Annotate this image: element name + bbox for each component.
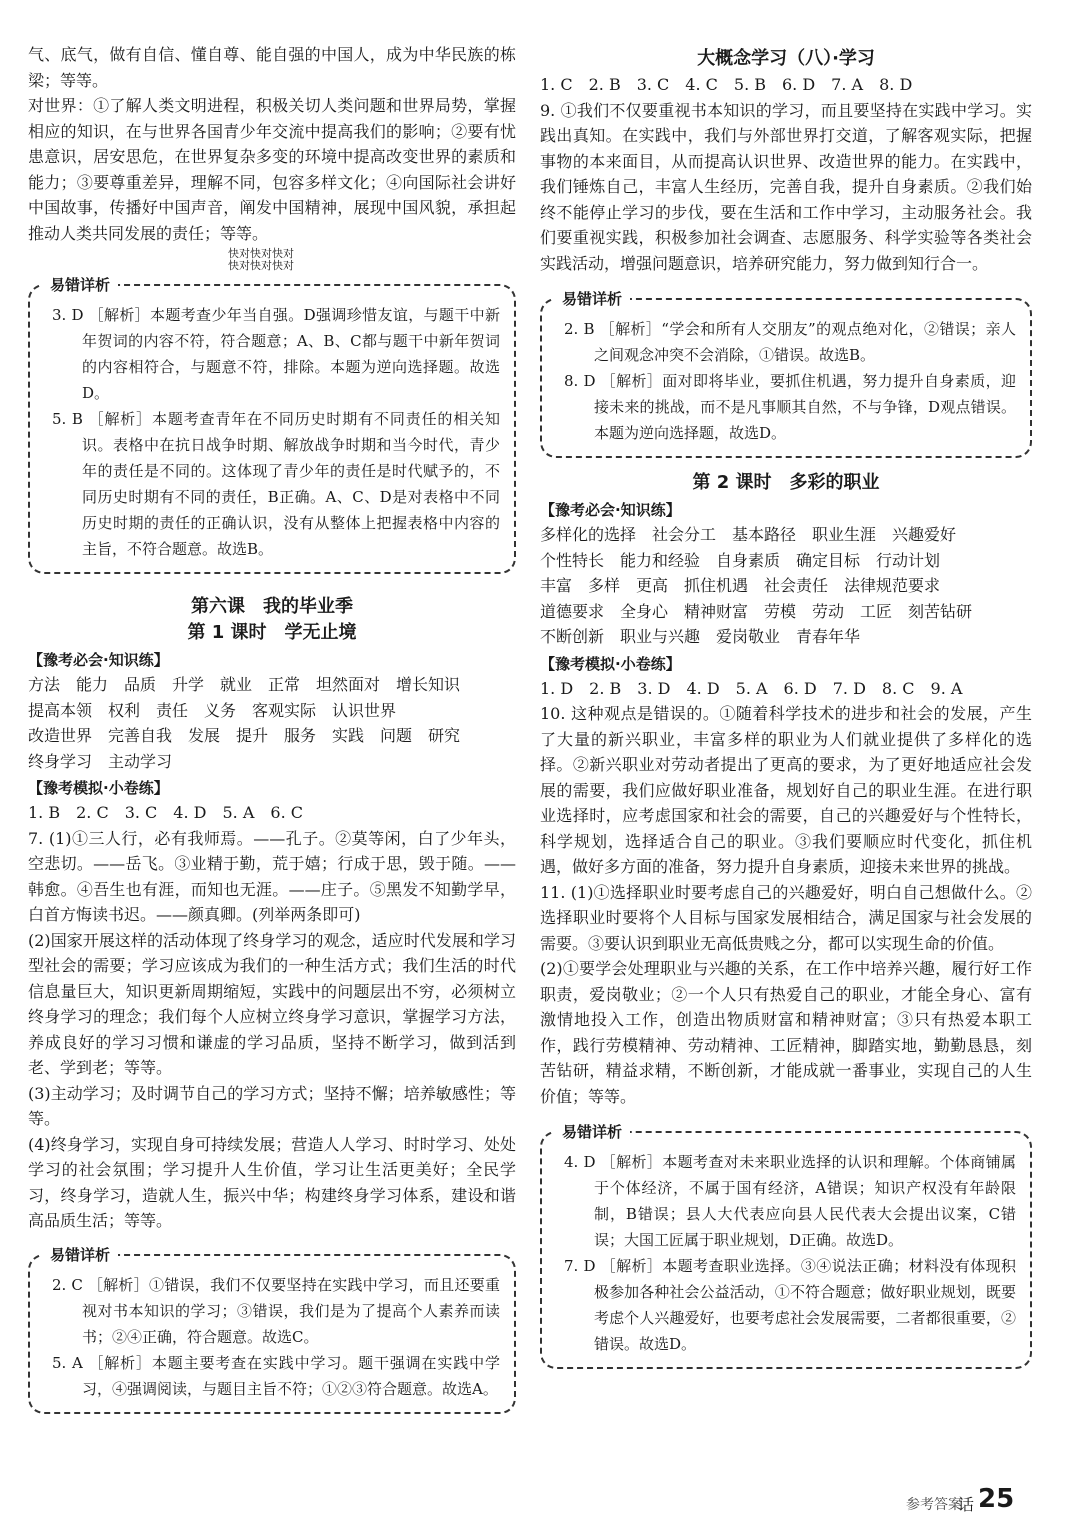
keyword-line: 改造世界 完善自我 发展 提升 服务 实践 问题 研究 [28,726,461,745]
error-item: 3. D ［解析］本题考查少年当自强。D强调珍惜友谊，与题干中新年贺词的内容不符，符合题意；A、B、C都与题干中新年贺词的内容相符合，与题意不符，排除。本题为逆向选择题。故选D。 [52,306,500,402]
period-title: 第 1 课时 学无止境 [187,622,357,643]
period-title-2: 第 2 课时 多彩的职业 [692,472,880,493]
question-7-part-2: (2)国家开展这样的活动体现了终身学习的观念，适应时代发展和学习型社会的需要；学习应该成为我们的一种生活方式；我们生活的时代信息量巨大，知识更新周期缩短，实践中的问题层出不穷，必须树立终身学习的理念；我们每个人应树立终身学习意识，掌握学习方法，养成良好的学习习惯和谦虚的学习品质，坚持不断学习，做到活到老、学到老；等等。 [28,930,516,1077]
error-analysis-box-2 [28,1245,516,1414]
question-10: 10. 这种观点是错误的。①随着科学技术的进步和社会的发展，产生了大量的新兴职业，丰富多样的职业为人们就业提供了多样化的选择。②新兴职业对劳动者提出了更高的要求，为了更好地适应社会发展的需要，我们应做好职业准备，规划好自己的职业生涯。在进行职业选择时，应考虑国家和社会的需要，自己的兴趣爱好与个性特长，科学规划，选择适合自己的职业。③我们要顺应时代变化，抓住机遇，做好多方面的准备，努力提升自身素质，迎接未来世界的挑战。 [540,704,1032,876]
small-note-2: 快对快对快对 [228,259,294,272]
error-item: 4. D ［解析］本题考查对未来职业选择的认识和理解。个体商铺属于个体经济，不属于国有经济，A错误；知识产权没有年龄限制，B错误；县人大代表应向县人民代表大会提出议案，C错误；大国工匠属于职业规划，D正确。故选D。 [564,1153,1016,1249]
lesson-title: 第六课 我的毕业季 [191,596,353,617]
concept-title: 大概念学习（八）·学习 [697,48,875,69]
question-7-part-1: 7. (1)①三人行，必有我师焉。——孔子。②莫等闲，白了少年头，空悲切。——岳飞。③业精于勤，荒于嬉；行成于思，毁于随。——韩愈。④吾生也有涯，而知也无涯。——庄子。⑤黑发不知勤学早，白首方悔读书迟。——颜真卿。(列举两条即可) [28,828,516,924]
question-11-part-1: 11. (1)①选择职业时要考虑自己的兴趣爱好，明白自己想做什么。②选择职业时要将个人目标与国家发展相结合，满足国家与社会发展的需要。③要认识到职业无高低贵贱之分，都可以实现生命的价值。 [540,882,1032,953]
error-analysis-tag: 易错详析 [42,274,118,295]
question-7-part-4: (4)终身学习，实现自身可持续发展；营造人人学习、时时学习、处处学习的社会氛围；学习提升人生价值，学习让生活更美好；全民学习，终身学习，造就人生，振兴中华；构建终身学习体系，建设和谐高品质生活；等等。 [28,1134,516,1230]
section-heading-knowledge: 【豫考必会·知识练】 [28,651,169,669]
keyword-line: 终身学习 主动学习 [28,751,173,771]
right-column [540,42,1032,1381]
error-item: 2. B ［解析］“学会和所有人交朋友”的观点绝对化，②错误；亲人之间观念冲突不会消除，①错误。故选B。 [564,320,1016,364]
question-9: 9. ①我们不仅要重视书本知识的学习，而且要坚持在实践中学习。实践出真知。在实践中，我们与外部世界打交道，了解客观实际，把握事物的本来面目，从而提高认识世界、改造世界的能力。在实践中，我们锤炼自己，丰富人生经历，完善自我，提升自身素质。②我们始终不能停止学习的步伐，要在生活和工作中学习，主动服务社会。我们要重视实践，积极参加社会调查、志愿服务、科学实验等各类社会实践活动，增强问题意识，培养研究能力，努力做到知行合一。 [540,100,1032,273]
error-item: 7. D ［解析］本题考查职业选择。③④说法正确；材料没有体现积极参加各种社会公益活动，①不符合题意；做好职业规划，既要考虑个人兴趣爱好，也要考虑社会发展需要，二者都很重要，②错误。故选D。 [564,1257,1016,1353]
section-heading-knowledge: 【豫考必会·知识练】 [540,501,681,519]
answer-line: 1. D 2. B 3. D 4. D 5. A 6. D 7. D 8. C 9. A [540,678,963,698]
keyword-line: 方法 能力 品质 升学 就业 正常 坦然面对 增长知识 [28,675,461,694]
error-item: 5. A ［解析］本题主要考查在实践中学习。题干强调在实践中学习，④强调阅读，与题目主旨不符；①②③符合题意。故选A。 [52,1353,500,1398]
question-11-part-2: (2)①要学会处理职业与兴趣的关系，在工作中培养兴趣，履行好工作职责，爱岗敬业；②一个人只有热爱自己的职业，才能全身心、富有激情地投入工作，创造出物质财富和精神财富；③只有热爱本职工作，践行劳模精神、劳动精神、工匠精神，脚踏实地，勤勤恳恳，刻苦钻研，精益求精，不断创新，才能成就一番事业，实现自己的人生价值；等等。 [540,959,1032,1106]
intro-paragraph-1: 气、底气，做有自信、懂自尊、能自强的中国人，成为中华民族的栋梁；等等。 [28,45,516,90]
error-analysis-tag: 易错详析 [554,1121,630,1142]
error-item: 2. C ［解析］①错误，我们不仅要坚持在实践中学习，而且还要重视对书本知识的学习；③错误，我们是为了提高个人素养而读书；②④正确，符合题意。故选C。 [52,1275,500,1346]
error-analysis-tag: 易错详析 [42,1244,118,1265]
keyword-line: 提高本领 权利 责任 义务 客观实际 认识世界 [28,700,397,720]
page-prefix: 话 [958,1495,975,1514]
intro-paragraph-2: 对世界：①了解人类文明进程，积极关切人类问题和世界局势，掌握相应的知识，在与世界各国青少年交流中提高我们的影响；②要有忧患意识，居安思危，在世界复杂多变的环境中提高改变世界的素质和能力；③要尊重差异，理解不同，包容多样文化；④向国际社会讲好中国故事，传播好中国声音，阐发中国精神，展现中国风貌，承担起推动人类共同发展的责任；等等。 [28,96,516,243]
small-notes [228,248,516,272]
keyword-line: 个性特长 能力和经验 自身素质 确定目标 行动计划 [540,550,941,570]
answer-line: 1. B 2. C 3. C 4. D 5. A 6. C [28,803,303,822]
question-7-part-3: (3)主动学习；及时调节自己的学习方式；坚持不懈；培养敏感性；等等。 [28,1083,516,1128]
keyword-line: 不断创新 职业与兴趣 爱岗敬业 青春年华 [540,627,861,646]
footer-label: 参考答案 [906,1497,962,1513]
error-analysis-box-3 [540,290,1032,458]
error-analysis-box-4 [540,1123,1032,1369]
keyword-line: 丰富 多样 更高 抓住机遇 社会责任 法律规范要求 [540,576,941,595]
error-analysis-box-1 [28,276,516,574]
left-column [28,42,516,1426]
keyword-line: 多样化的选择 社会分工 基本路径 职业生涯 兴趣爱好 [540,525,957,544]
error-item: 5. B ［解析］本题考查青年在不同历史时期有不同责任的相关知识。表格中在抗日战争时期、解放战争时期和当今时代，青少年的责任是不同的。这体现了青少年的责任是时代赋予的，不同历史时期有不同的责任，B正确。A、C、D是对表格中不同历史时期的责任的正确认识，没有从整体上把握表格中内容的主旨，不符合题意。故选B。 [52,410,500,558]
error-analysis-tag: 易错详析 [554,288,630,309]
section-heading-practice: 【豫考模拟·小卷练】 [28,779,169,797]
error-item: 8. D ［解析］面对即将毕业，要抓住机遇，努力提升自身素质，迎接未来的挑战，而不是凡事顺其自然，不与争锋，D观点错误。本题为逆向选择题，故选D。 [564,372,1016,442]
page-number: 25 [978,1484,1015,1514]
keyword-line: 道德要求 全身心 精神财富 劳模 劳动 工匠 刻苦钻研 [540,601,973,621]
small-note-1: 快对快对快对 [228,247,294,260]
section-heading-practice: 【豫考模拟·小卷练】 [540,654,681,673]
answer-line: 1. C 2. B 3. C 4. C 5. B 6. D 7. A 8. D [540,75,913,94]
